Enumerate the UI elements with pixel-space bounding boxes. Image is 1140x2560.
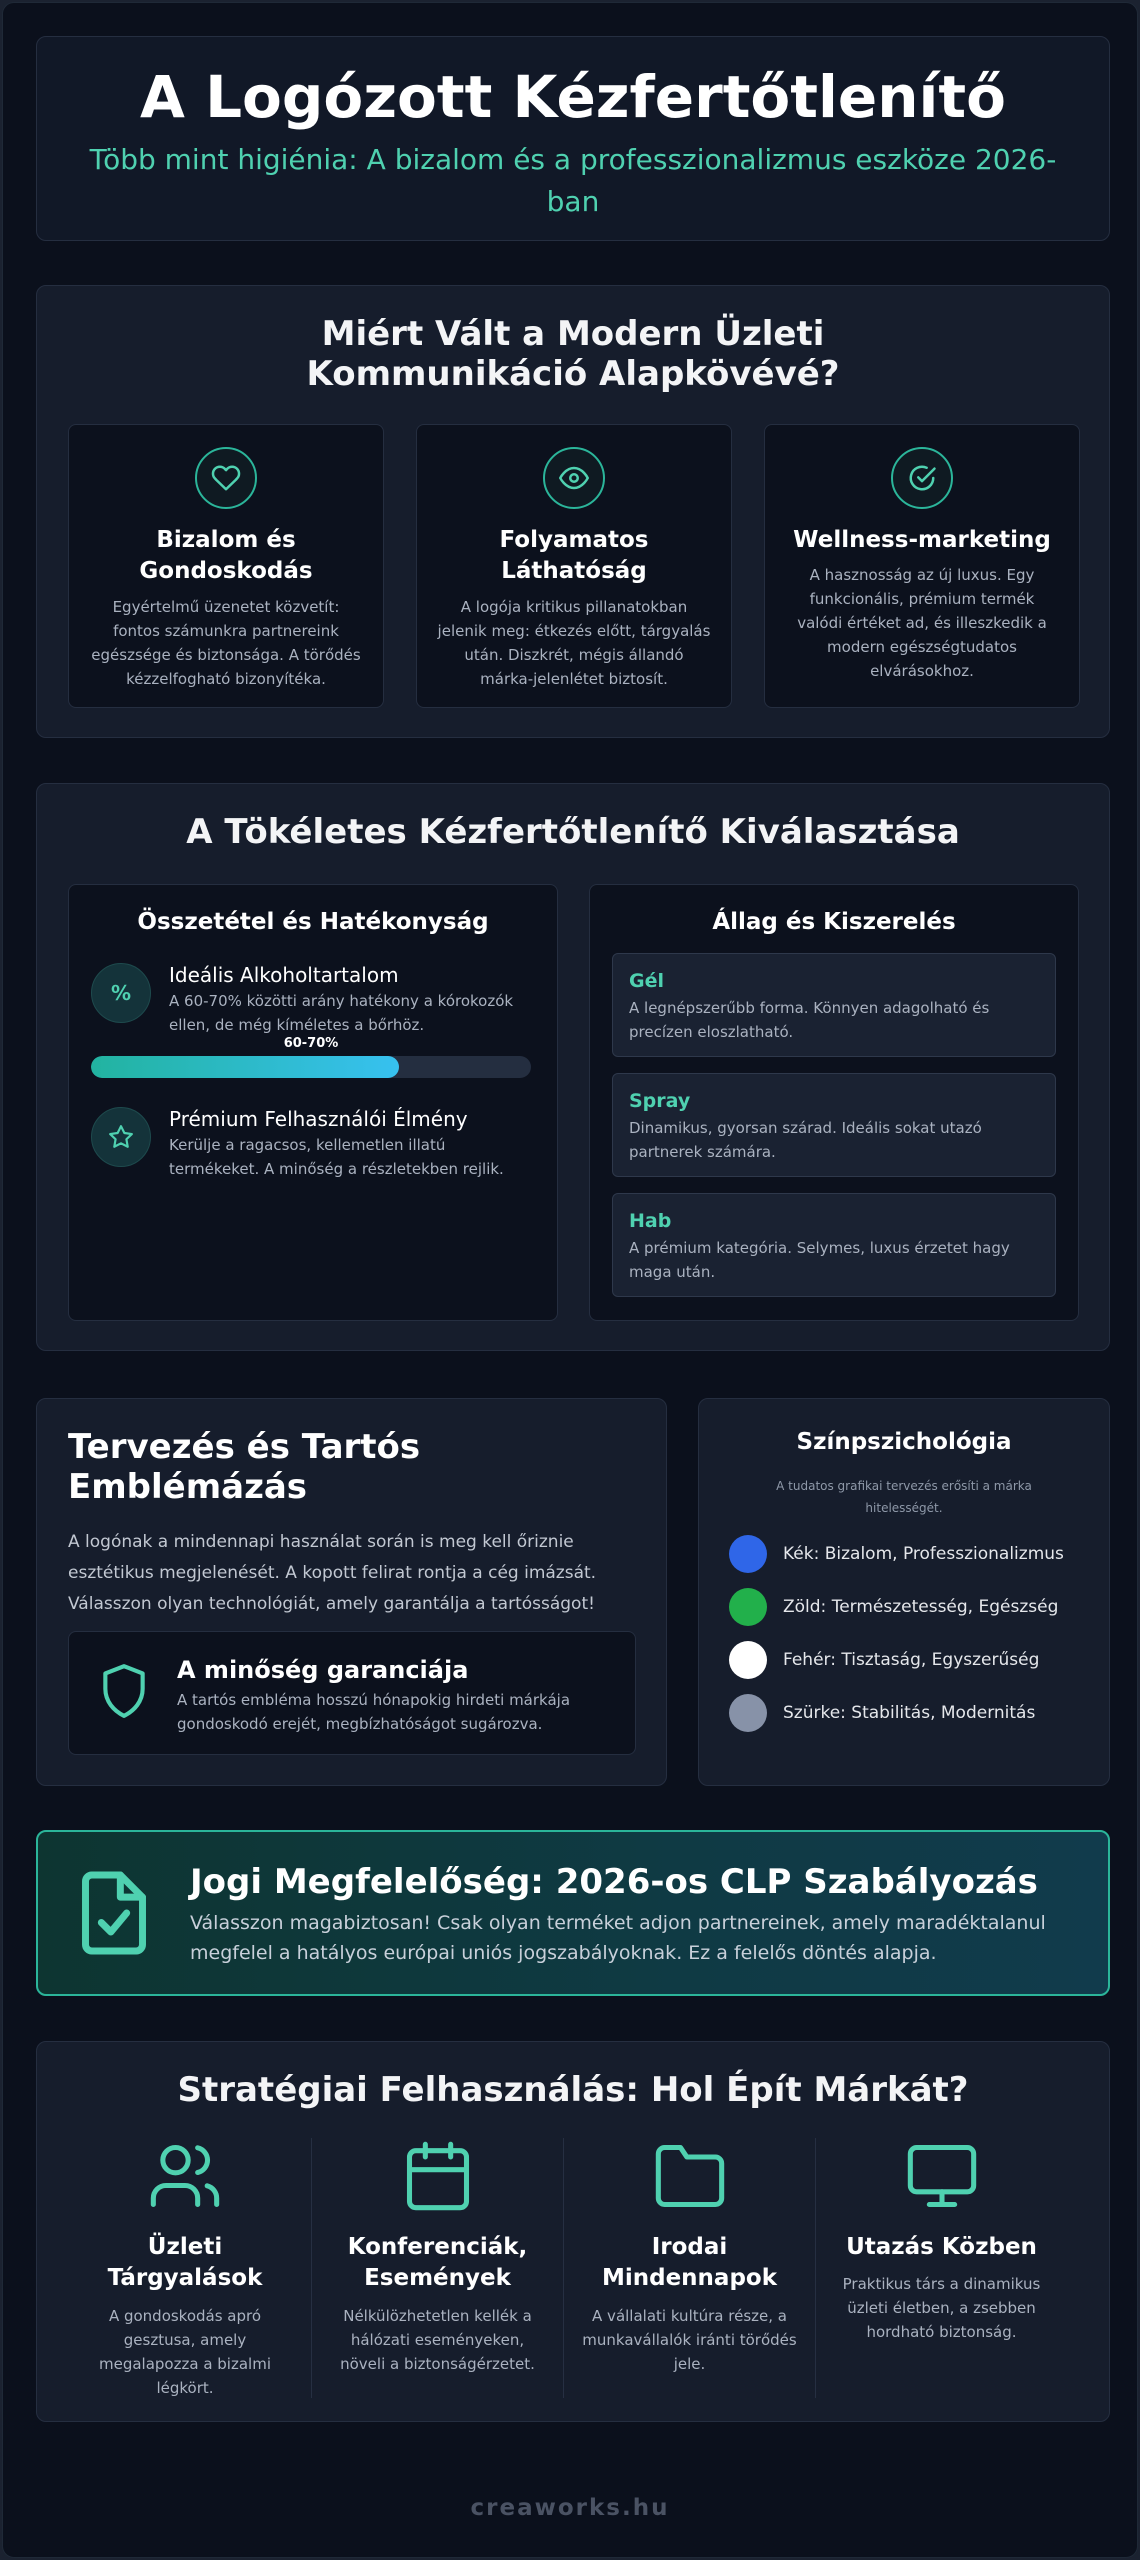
header-card [36, 36, 1110, 241]
form-text: A prémium kategória. Selymes, luxus érzetet hagy maga után. [629, 1239, 1010, 1281]
why-card-visibility [416, 424, 732, 708]
why-card-title: Wellness-marketing [793, 527, 1051, 553]
forms-title: Állag és Kiszerelés [712, 909, 956, 935]
form-text: Dinamikus, gyorsan szárad. Ideális sokat utazó partnerek számára. [629, 1119, 982, 1161]
infographic-page [2, 2, 1138, 2558]
document-check-icon [76, 1868, 152, 1962]
premium-text: Kerülje a ragacsos, kellemetlen illatú termékeket. A minőség a részletekben rejlik. [169, 1136, 504, 1178]
color-label: Zöld: Természetesség, Egészség [783, 1597, 1059, 1617]
quality-text: A tartós embléma hosszú hónapokig hirdeti márkája gondoskodó erejét, megbízhatóságot sugározva. [177, 1691, 571, 1733]
percent-icon: % [91, 963, 151, 1023]
form-item-spray [612, 1073, 1056, 1177]
page-title: A Logózott Kézfertőtlenítő [140, 63, 1006, 131]
why-card-title: Folyamatos Láthatóság [499, 527, 649, 584]
check-circle-icon [891, 447, 953, 509]
color-label: Kék: Bizalom, Professzionalizmus [783, 1544, 1064, 1564]
color-psychology-title: Színpszichológia [796, 1429, 1012, 1455]
alcohol-bar-label: 60-70% [283, 1036, 339, 1051]
strategy-item-title: Utazás Közben [846, 2234, 1037, 2260]
selection-section [36, 783, 1110, 1351]
alcohol-bar-fill [91, 1056, 399, 1078]
color-swatch [729, 1588, 767, 1626]
composition-card [68, 884, 558, 1321]
alcohol-bar [91, 1056, 531, 1078]
strategy-item-office [563, 2138, 815, 2398]
heart-icon [195, 447, 257, 509]
design-section [36, 1398, 667, 1786]
strategy-item-events [311, 2138, 563, 2398]
form-text: A legnépszerűbb forma. Könnyen adagolható és precízen eloszlatható. [629, 999, 990, 1041]
clp-title: Jogi Megfelelőség: 2026-os CLP Szabályozás [190, 1862, 1038, 1902]
alcohol-text: A 60-70% közötti arány hatékony a kórokozók ellen, de még kíméletes a bőrhöz. [169, 992, 514, 1034]
color-row-blue [729, 1535, 1099, 1573]
why-card-text: Egyértelmű üzenetet közvetít: fontos számunkra partnereink egészsége és biztonsága. A törődés kézzelfogható bizonyítéka. [91, 598, 361, 688]
color-row-gray [729, 1694, 1099, 1732]
strategy-item-title: Irodai Mindennapok [601, 2234, 778, 2291]
color-psychology-section [698, 1398, 1110, 1786]
strategy-item-meetings [59, 2138, 311, 2398]
premium-title: Prémium Felhasználói Élmény [169, 1107, 468, 1131]
folder-icon [652, 2138, 728, 2214]
form-name: Hab [629, 1210, 672, 1232]
form-item-gel [612, 953, 1056, 1057]
color-row-green [729, 1588, 1099, 1626]
quality-box [68, 1631, 636, 1755]
strategy-item-title: Üzleti Tárgyalások [107, 2234, 263, 2291]
why-section-title: Miért Vált a Modern Üzleti Kommunikáció Alapkövévé? [306, 314, 840, 394]
color-swatch [729, 1694, 767, 1732]
why-card-title: Bizalom és Gondoskodás [139, 527, 313, 584]
strategy-item-travel [815, 2138, 1067, 2398]
clp-banner [36, 1830, 1110, 1996]
why-section [36, 285, 1110, 738]
why-card-text: A logója kritikus pillanatokban jelenik meg: étkezés előtt, tárgyalás után. Diszkrét, mégis állandó márka-jelenlétet biztosít. [437, 598, 711, 688]
color-label: Fehér: Tisztaság, Egyszerűség [783, 1650, 1040, 1670]
quality-title: A minőség garanciája [177, 1656, 469, 1684]
strategy-section-title: Stratégiai Felhasználás: Hol Épít Márkát? [177, 2070, 969, 2110]
shield-icon [99, 1662, 149, 1724]
strategy-item-text: A gondoskodás apró gesztusa, amely megalapozza a bizalmi légkört. [99, 2307, 271, 2397]
calendar-icon [400, 2138, 476, 2214]
color-psychology-subtitle: A tudatos grafikai tervezés erősíti a márka hitelességét. [776, 1479, 1032, 1515]
form-name: Spray [629, 1090, 691, 1112]
strategy-item-text: Nélkülözhetetlen kellék a hálózati eseményeken, növeli a biztonságérzetet. [340, 2307, 535, 2373]
composition-title: Összetétel és Hatékonyság [137, 909, 489, 935]
form-item-foam [612, 1193, 1056, 1297]
form-name: Gél [629, 970, 664, 992]
eye-icon [543, 447, 605, 509]
color-label: Szürke: Stabilitás, Modernitás [783, 1703, 1036, 1723]
strategy-section [36, 2041, 1110, 2422]
alcohol-title: Ideális Alkoholtartalom [169, 963, 399, 987]
users-icon [147, 2138, 223, 2214]
monitor-icon [904, 2138, 980, 2214]
design-title: Tervezés és Tartós Emblémázás [68, 1427, 421, 1507]
color-row-white [729, 1641, 1099, 1679]
why-card-trust [68, 424, 384, 708]
footer-brand[interactable]: creaworks.hu [470, 2495, 670, 2521]
page-subtitle: Több mint higiénia: A bizalom és a professzionalizmus eszköze 2026-ban [89, 143, 1057, 218]
star-icon [91, 1107, 151, 1167]
strategy-item-title: Konferenciák, Események [347, 2234, 528, 2291]
clp-text: Válasszon magabiztosan! Csak olyan terméket adjon partnereinek, amely maradéktalanul megfelel a hatályos európai uniós jogszabályoknak. Ez a felelős döntés alapja. [190, 1912, 1046, 1964]
strategy-item-text: Praktikus társ a dinamikus üzleti életben, a zsebben hordható biztonság. [842, 2275, 1041, 2341]
design-text: A logónak a mindennapi használat során is meg kell őriznie esztétikus megjelenését. A kopott felirat rontja a cég imázsát. Válasszon olyan technológiát, amely garantálja a tartósságot! [68, 1532, 597, 1614]
strategy-item-text: A vállalati kultúra része, a munkavállalók iránti törődés jele. [582, 2307, 797, 2373]
forms-card [589, 884, 1079, 1321]
why-card-wellness [764, 424, 1080, 708]
color-swatch [729, 1535, 767, 1573]
why-card-text: A hasznosság az új luxus. Egy funkcionális, prémium termék valódi értéket ad, és illeszkedik a modern egészségtudatos elvárásokhoz. [797, 566, 1047, 680]
selection-section-title: A Tökéletes Kézfertőtlenítő Kiválasztása [186, 812, 960, 852]
color-swatch [729, 1641, 767, 1679]
